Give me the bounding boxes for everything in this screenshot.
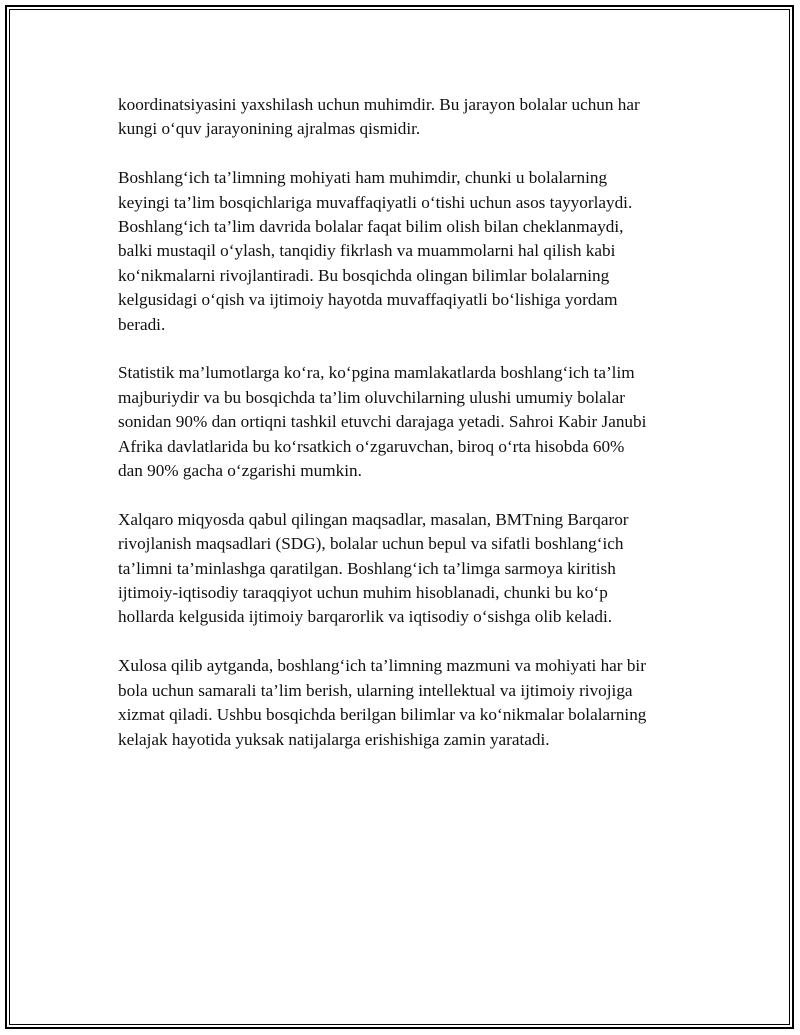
paragraph	[118, 508, 698, 630]
text-line: Xalqaro miqyosda qabul qilingan maqsadlar, masalan, BMTning Barqaror	[118, 509, 629, 529]
text-line: kungi o‘quv jarayonining ajralmas qismidir.	[118, 119, 421, 139]
text-line: beradi.	[118, 314, 166, 334]
text-line: balki mustaqil o‘ylash, tanqidiy fikrlash va muammolarni hal qilish kabi	[118, 241, 616, 261]
document-page	[5, 5, 794, 1029]
text-line: bola uchun samarali ta’lim berish, ularning intellektual va ijtimoiy rivojiga	[118, 680, 633, 700]
text-line: koordinatsiyasini yaxshilash uchun muhimdir. Bu jarayon bolalar uchun har	[118, 95, 640, 114]
text-line: xizmat qiladi. Ushbu bosqichda berilgan bilimlar va ko‘nikmalar bolalarning	[118, 705, 647, 725]
paragraph	[118, 361, 698, 483]
text-line: ta’limni ta’minlashga qaratilgan. Boshlang‘ich ta’limga sarmoya kiritish	[118, 558, 616, 578]
text-line: kelgusidagi o‘qish va ijtimoiy hayotda muvaffaqiyatli bo‘lishiga yordam	[118, 290, 618, 310]
text-line: dan 90% gacha o‘zgarishi mumkin.	[118, 461, 362, 481]
text-line: sonidan 90% dan ortiqni tashkil etuvchi darajaga yetadi. Sahroi Kabir Janubi	[118, 412, 647, 432]
paragraph	[118, 93, 698, 142]
text-line: majburiydir va bu bosqichda ta’lim oluvchilarning ulushi umumiy bolalar	[118, 387, 625, 407]
text-line: hollarda kelgusida ijtimoiy barqarorlik va iqtisodiy o‘sishga olib keladi.	[118, 607, 613, 627]
text-line: kelajak hayotida yuksak natijalarga erishishiga zamin yaratadi.	[118, 729, 550, 749]
text-line: Xulosa qilib aytganda, boshlang‘ich ta’limning mazmuni va mohiyati har bir	[118, 656, 646, 676]
paragraph	[118, 654, 698, 752]
text-line: ijtimoiy-iqtisodiy taraqqiyot uchun muhim hisoblanadi, chunki bu ko‘p	[118, 583, 608, 603]
text-line: rivojlanish maqsadlari (SDG), bolalar uchun bepul va sifatli boshlang‘ich	[118, 534, 624, 554]
document-body	[118, 93, 698, 776]
text-line: Afrika davlatlarida bu ko‘rsatkich o‘zgaruvchan, biroq o‘rta hisobda 60%	[118, 436, 625, 456]
text-line: keyingi ta’lim bosqichlariga muvaffaqiyatli o‘tishi uchun asos tayyorlaydi.	[118, 192, 633, 212]
text-line: Boshlang‘ich ta’lim davrida bolalar faqat bilim olish bilan cheklanmaydi,	[118, 217, 624, 237]
paragraph	[118, 166, 698, 337]
text-line: Boshlang‘ich ta’limning mohiyati ham muhimdir, chunki u bolalarning	[118, 168, 608, 188]
text-line: Statistik ma’lumotlarga ko‘ra, ko‘pgina mamlakatlarda boshlang‘ich ta’lim	[118, 363, 635, 383]
text-line: ko‘nikmalarni rivojlantiradi. Bu bosqichda olingan bilimlar bolalarning	[118, 265, 610, 285]
